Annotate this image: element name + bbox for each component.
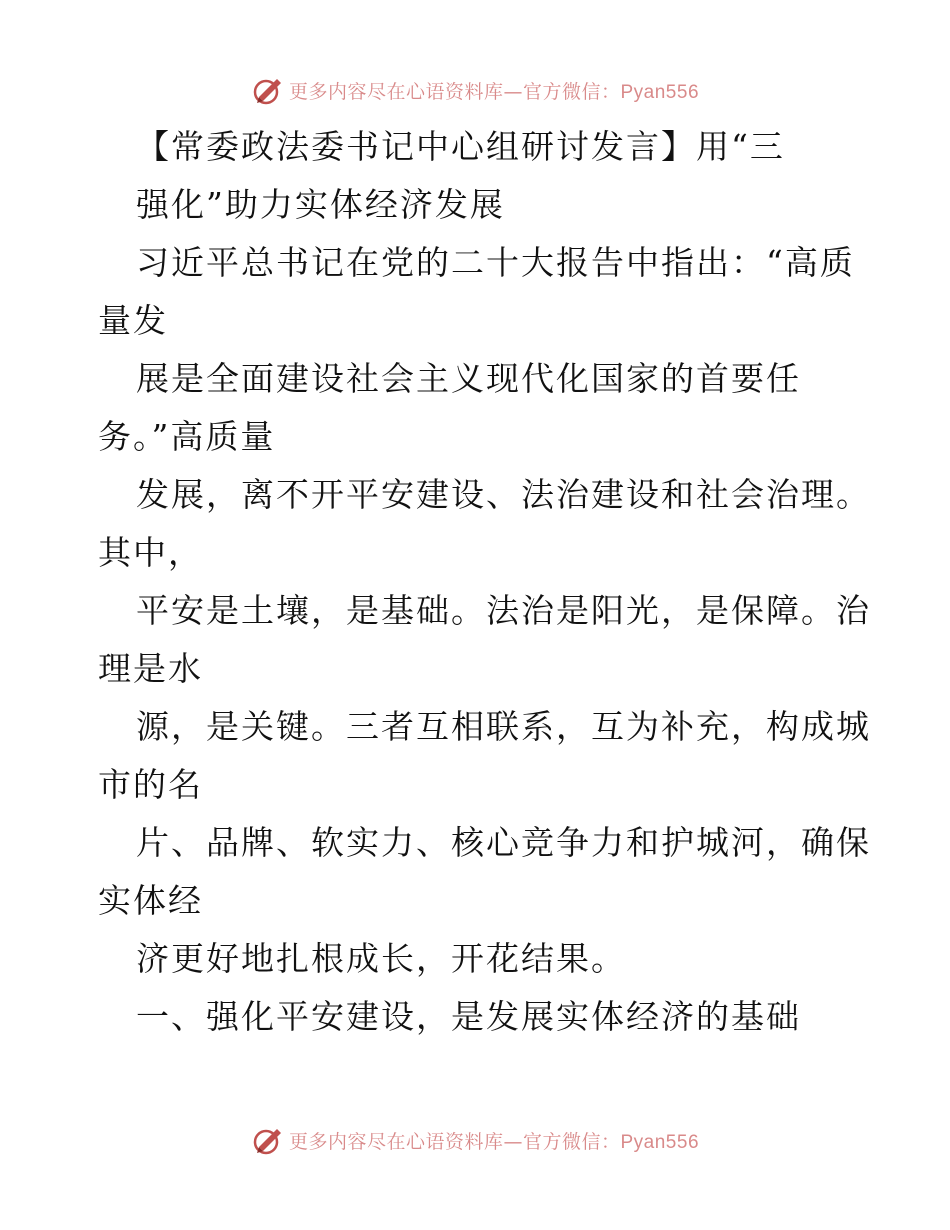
paragraph-line: 济更好地扎根成长，开花结果。	[136, 939, 626, 978]
header-watermark	[0, 70, 950, 110]
paragraph-line: 实体经	[98, 881, 203, 920]
watermark-text: 更多内容尽在心语资料库—官方微信：Pyan556	[288, 80, 700, 103]
paragraph-line: 平安是土壤，是基础。法治是阳光，是保障。治	[136, 591, 871, 630]
paragraph-line: 市的名	[98, 765, 203, 804]
document-body	[98, 118, 871, 1046]
document-title-line-2: 强化”助力实体经济发展	[136, 185, 505, 224]
footer-watermark	[0, 1120, 950, 1160]
paragraph-line: 习近平总书记在党的二十大报告中指出：“高质	[136, 243, 855, 282]
document-title-line-1: 【常委政法委书记中心组研讨发言】用“三	[136, 127, 785, 166]
paragraph-line: 量发	[98, 301, 168, 340]
paragraph-line: 片、品牌、软实力、核心竞争力和护城河，确保	[136, 823, 871, 862]
paragraph-line: 理是水	[98, 649, 203, 688]
paragraph-line: 其中，	[98, 533, 203, 572]
paragraph-line: 展是全面建设社会主义现代化国家的首要任	[136, 359, 801, 398]
paragraph-line: 源，是关键。三者互相联系，互为补充，构成城	[136, 707, 871, 746]
paragraph-line: 发展，离不开平安建设、法治建设和社会治理。	[136, 475, 871, 514]
watermark-text: 更多内容尽在心语资料库—官方微信：Pyan556	[288, 1130, 700, 1153]
pen-nib-circle-icon	[251, 73, 285, 107]
section-heading: 一、强化平安建设，是发展实体经济的基础	[136, 997, 801, 1036]
paragraph-line: 务。”高质量	[98, 417, 276, 456]
pen-nib-circle-icon	[251, 1123, 285, 1157]
